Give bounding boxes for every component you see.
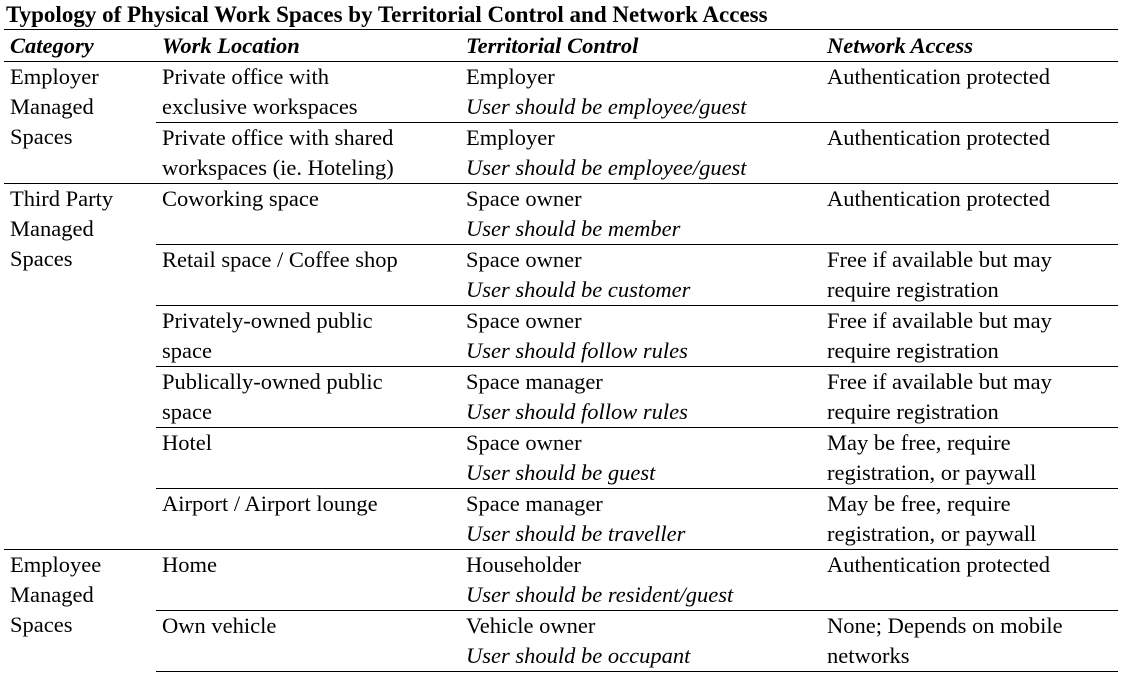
network-access-cell	[821, 428, 1118, 489]
controller-text: Space owner	[466, 430, 582, 455]
network-access-line: Authentication protected	[827, 552, 1051, 577]
category-label-line: Managed	[10, 94, 94, 119]
controller-text: Householder	[466, 552, 581, 577]
controller-text: Space owner	[466, 247, 582, 272]
network-access-line: Authentication protected	[827, 64, 1051, 89]
table-row	[4, 184, 1118, 245]
category-cell	[4, 184, 156, 550]
typology-table	[4, 29, 1118, 672]
work-location-cell	[156, 245, 460, 306]
work-location-cell	[156, 611, 460, 672]
user-rule-text: User should be resident/guest	[466, 582, 734, 607]
user-rule-text: User should be guest	[466, 460, 656, 485]
controller-text: Space manager	[466, 369, 603, 394]
network-access-cell	[821, 367, 1118, 428]
header-row	[4, 30, 1118, 62]
user-rule-text: User should be member	[466, 216, 681, 241]
territorial-control-cell	[460, 550, 821, 611]
network-access-line: May be free, require	[827, 491, 1011, 516]
territorial-control-cell	[460, 123, 821, 184]
category-label-line: Managed	[10, 216, 94, 241]
network-access-cell	[821, 245, 1118, 306]
table-row	[4, 62, 1118, 123]
network-access-cell	[821, 550, 1118, 611]
network-access-cell	[821, 611, 1118, 672]
territorial-control-cell	[460, 245, 821, 306]
network-access-line: require registration	[827, 338, 999, 363]
territorial-control-cell	[460, 62, 821, 123]
work-location-cell	[156, 550, 460, 611]
work-location-line: Private office with shared	[162, 125, 394, 150]
work-location-line: Retail space / Coffee shop	[162, 247, 398, 272]
work-location-line: Airport / Airport lounge	[162, 491, 378, 516]
territorial-control-cell	[460, 611, 821, 672]
category-label-line: Third Party	[10, 186, 114, 211]
network-access-cell	[821, 62, 1118, 123]
territorial-control-cell	[460, 367, 821, 428]
work-location-line: Coworking space	[162, 186, 319, 211]
work-location-cell	[156, 428, 460, 489]
table-row	[4, 245, 1118, 306]
category-label-line: Spaces	[10, 124, 73, 149]
header-work-location: Work Location	[156, 30, 460, 62]
table-row	[4, 123, 1118, 184]
network-access-line: Authentication protected	[827, 125, 1051, 150]
table-body	[4, 62, 1118, 672]
table-row	[4, 489, 1118, 550]
network-access-line: Free if available but may	[827, 308, 1052, 333]
work-location-cell	[156, 184, 460, 245]
territorial-control-cell	[460, 306, 821, 367]
controller-text: Space manager	[466, 491, 603, 516]
work-location-cell	[156, 306, 460, 367]
controller-text: Employer	[466, 64, 555, 89]
network-access-cell	[821, 123, 1118, 184]
controller-text: Space owner	[466, 186, 582, 211]
user-rule-text: User should be employee/guest	[466, 94, 747, 119]
category-label-line: Spaces	[10, 246, 73, 271]
header-network-access: Network Access	[821, 30, 1118, 62]
header-territorial-control: Territorial Control	[460, 30, 821, 62]
table-row	[4, 550, 1118, 611]
network-access-cell	[821, 184, 1118, 245]
controller-text: Vehicle owner	[466, 613, 596, 638]
network-access-line: Free if available but may	[827, 369, 1052, 394]
category-cell	[4, 550, 156, 672]
work-location-line: Own vehicle	[162, 613, 277, 638]
network-access-line: May be free, require	[827, 430, 1011, 455]
table-row	[4, 611, 1118, 672]
table-title: Typology of Physical Work Spaces by Territorial Control and Network Access	[6, 2, 768, 27]
network-access-line: require registration	[827, 399, 999, 424]
network-access-line: Authentication protected	[827, 186, 1051, 211]
network-access-line: Free if available but may	[827, 247, 1052, 272]
table-row	[4, 428, 1118, 489]
work-location-cell	[156, 62, 460, 123]
user-rule-text: User should be employee/guest	[466, 155, 747, 180]
user-rule-text: User should be occupant	[466, 643, 691, 668]
work-location-cell	[156, 123, 460, 184]
network-access-line: None; Depends on mobile	[827, 613, 1063, 638]
work-location-line: workspaces (ie. Hoteling)	[162, 155, 394, 180]
network-access-line: registration, or paywall	[827, 521, 1037, 546]
header-category: Category	[4, 30, 156, 62]
network-access-cell	[821, 306, 1118, 367]
controller-text: Space owner	[466, 308, 582, 333]
work-location-line: Publically-owned public	[162, 369, 383, 394]
network-access-line: require registration	[827, 277, 999, 302]
work-location-line: Private office with	[162, 64, 330, 89]
table-row	[4, 367, 1118, 428]
work-location-line: Home	[162, 552, 217, 577]
work-location-line: Privately-owned public	[162, 308, 373, 333]
network-access-line: registration, or paywall	[827, 460, 1037, 485]
work-location-cell	[156, 489, 460, 550]
category-label-line: Employee	[10, 552, 102, 577]
table-row	[4, 306, 1118, 367]
territorial-control-cell	[460, 184, 821, 245]
user-rule-text: User should follow rules	[466, 399, 688, 424]
network-access-cell	[821, 489, 1118, 550]
category-label-line: Employer	[10, 64, 99, 89]
user-rule-text: User should be traveller	[466, 521, 686, 546]
work-location-line: Hotel	[162, 430, 212, 455]
work-location-line: space	[162, 338, 212, 363]
territorial-control-cell	[460, 428, 821, 489]
work-location-line: space	[162, 399, 212, 424]
user-rule-text: User should follow rules	[466, 338, 688, 363]
controller-text: Employer	[466, 125, 555, 150]
network-access-line: networks	[827, 643, 910, 668]
work-location-cell	[156, 367, 460, 428]
category-label-line: Managed	[10, 582, 94, 607]
category-cell	[4, 62, 156, 184]
work-location-line: exclusive workspaces	[162, 94, 358, 119]
user-rule-text: User should be customer	[466, 277, 691, 302]
territorial-control-cell	[460, 489, 821, 550]
category-label-line: Spaces	[10, 612, 73, 637]
